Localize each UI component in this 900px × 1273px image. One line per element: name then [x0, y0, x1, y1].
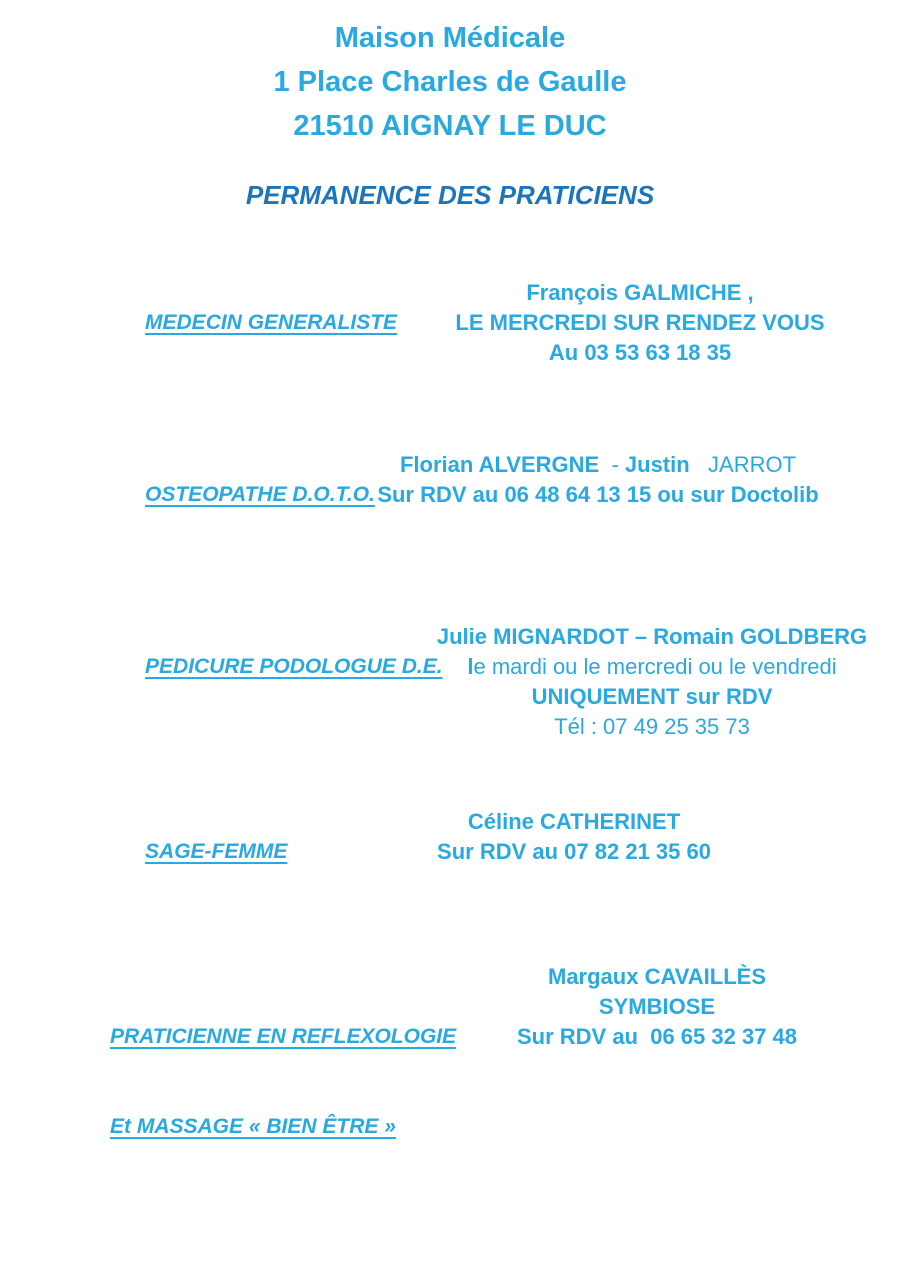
practitioner-name-part: Justin	[624, 452, 690, 477]
clinic-address: 1 Place Charles de Gaulle	[273, 66, 627, 98]
schedule-line: UNIQUEMENT sur RDV	[531, 684, 773, 709]
section-heading-text: PEDICURE PODOLOGUE D.E.	[145, 655, 443, 678]
section-heading-text-line1: PRATICIENNE EN REFLEXOLOGIE	[110, 1025, 457, 1048]
phone-line: Au 03 53 63 18 35	[548, 340, 732, 365]
clinic-city: 21510 AIGNAY LE DUC	[293, 110, 607, 142]
section-heading-text: OSTEOPATHE D.O.T.O.	[145, 483, 375, 506]
practitioner-name: François GALMICHE ,	[526, 280, 754, 305]
phone-line: Sur RDV au 06 48 64 13 15 ou sur Doctolib	[377, 482, 819, 507]
practitioner-name: Margaux CAVAILLÈS	[548, 964, 766, 989]
section-pedicure-podologue	[0, 622, 900, 742]
section-content	[124, 807, 900, 867]
schedule-line: LE MERCREDI SUR RENDEZ VOUS	[455, 310, 825, 335]
name-separator: -	[599, 452, 625, 477]
clinic-header	[0, 16, 900, 148]
schedule-line-part: e mardi ou le mercredi ou le vendredi	[473, 654, 837, 679]
section-sage-femme	[0, 807, 900, 867]
section-content	[190, 278, 900, 368]
phone-line: Sur RDV au 06 65 32 37 48	[516, 1024, 798, 1049]
section-osteopathe	[0, 450, 900, 510]
business-name: SYMBIOSE	[598, 994, 716, 1019]
section-content	[207, 962, 900, 1052]
section-heading-text: SAGE-FEMME	[145, 840, 288, 863]
schedule-line-part: l	[467, 654, 474, 679]
section-heading-text-line2: Et MASSAGE « BIEN ÊTRE »	[110, 1115, 396, 1138]
practitioner-name: Céline CATHERINET	[467, 809, 681, 834]
practitioner-name: Julie MIGNARDOT – Romain GOLDBERG	[436, 624, 868, 649]
practitioner-name-part: JARROT	[689, 452, 797, 477]
phone-line: Tél : 07 49 25 35 73	[554, 714, 750, 739]
practitioner-name	[148, 450, 900, 480]
section-medecin-generaliste	[0, 278, 900, 368]
clinic-name: Maison Médicale	[334, 22, 566, 54]
section-heading-text: MEDECIN GENERALISTE	[145, 311, 398, 334]
phone-line: Sur RDV au 07 82 21 35 60	[437, 839, 711, 864]
section-content	[148, 450, 900, 510]
schedule-line	[202, 652, 900, 682]
page-title: PERMANENCE DES PRATICIENS	[245, 180, 655, 210]
section-content	[202, 622, 900, 742]
section-reflexologie	[0, 962, 900, 1138]
practitioner-name-part: Florian ALVERGNE	[399, 452, 600, 477]
